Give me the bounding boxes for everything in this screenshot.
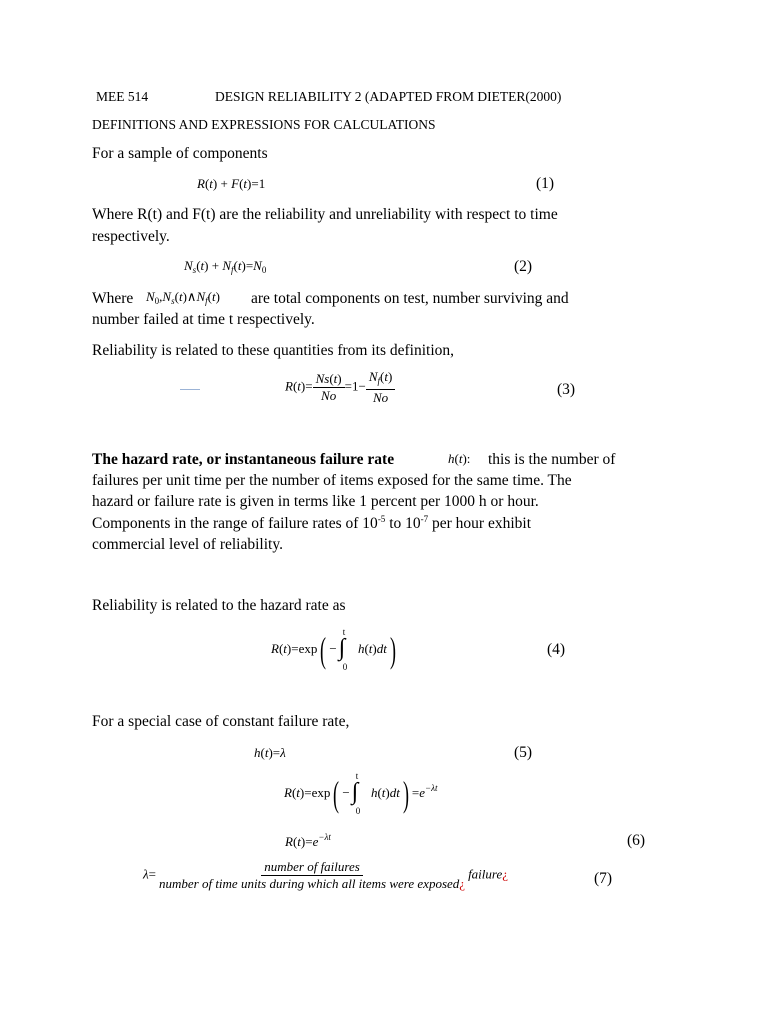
equation-number-5: (5) (514, 744, 533, 761)
eq7-denominator (156, 876, 468, 891)
equation-2: $N_s(t) + N_f(t)=N_0$ (184, 258, 267, 275)
hazard-line4-post: per hour exhibit (428, 515, 532, 532)
paragraph-hazard-line2: failures per unit time per the number of items exposed for the same time. The (92, 472, 572, 489)
equation-1: R(t) + F(t)=1 (197, 176, 266, 191)
eq7-denominator-text: number of time units during which all items were exposed (158, 876, 460, 891)
paragraph-reliability-hazard: Reliability is related to the hazard rate as (92, 597, 346, 614)
equation-number-4: (4) (547, 641, 566, 658)
hazard-exponent-2: -7 (420, 514, 429, 524)
paragraph-hazard-line4 (92, 514, 531, 533)
decorative-line (180, 389, 200, 390)
equation-number-1: (1) (536, 175, 555, 192)
hazard-rate-heading: The hazard rate, or instantaneous failure rate (92, 451, 395, 468)
hazard-line4-mid: to 10 (385, 515, 421, 532)
paragraph-where-rf-line2: respectively. (92, 228, 170, 245)
paragraph-hazard-line1: this is the number of (488, 451, 616, 468)
paragraph-where-n-line2: number failed at time t respectively. (92, 311, 315, 328)
eq7-numerator: number of failures (261, 860, 363, 876)
document-title: DESIGN RELIABILITY 2 (ADAPTED FROM DIETER(2000) (215, 89, 562, 104)
equation-number-3: (3) (557, 381, 576, 398)
equation-5: h(t)=λ (254, 745, 286, 760)
equation-6: $R(t)=e^{-\lambda t}$ (285, 832, 331, 849)
paragraph-where-n-pre: Where (92, 290, 134, 307)
equation-number-7: (7) (594, 870, 613, 887)
equation-number-2: (2) (514, 258, 533, 275)
paragraph-special-case: For a special case of constant failure rate, (92, 713, 350, 730)
inline-math-h: h(t): (448, 451, 471, 466)
paragraph-where-rf-line1: Where R(t) and F(t) are the reliability and unreliability with respect to time (92, 206, 558, 223)
equation-number-6: (6) (627, 832, 646, 849)
paragraph-hazard-line5: commercial level of reliability. (92, 536, 283, 553)
paragraph-sample: For a sample of components (92, 145, 268, 162)
hazard-line4-pre: Components in the range of failure rates of 10 (92, 515, 378, 532)
eq7-denominator-glyph: ¿ (459, 876, 466, 891)
paragraph-where-n-post: are total components on test, number surviving and (251, 290, 569, 307)
course-code: MEE 514 (96, 89, 149, 104)
eq7-suffix-glyph: ¿ (502, 866, 509, 882)
paragraph-reliability-definition: Reliability is related to these quantities from its definition, (92, 342, 455, 359)
equation-3: R(t)= $\frac{Ns(t)}{No}$ =1− $\frac{N_f(t)}{No}$ (285, 370, 395, 405)
equation-4: R(t)=exp( − t ∫ 0 h(t)dt) (271, 627, 396, 672)
inline-math-n: $N_0,N_s(t)\wedge N_f(t)$ (146, 289, 220, 306)
equation-7: λ= $\frac{\text{number of failures}}{\text{number of time units during which all items were exposed¿}}$ failure¿ (143, 859, 509, 891)
hazard-exponent-1: -5 (377, 514, 386, 524)
eq7-suffix: failure (468, 866, 503, 882)
equation-5-expansion: R(t)=exp( − t ∫ 0 $h(t)dt) =e^{-\lambda t}$ (284, 771, 438, 816)
section-heading: DEFINITIONS AND EXPRESSIONS FOR CALCULATIONS (92, 117, 436, 132)
paragraph-hazard-line3: hazard or failure rate is given in terms like 1 percent per 1000 h or hour. (92, 493, 539, 510)
